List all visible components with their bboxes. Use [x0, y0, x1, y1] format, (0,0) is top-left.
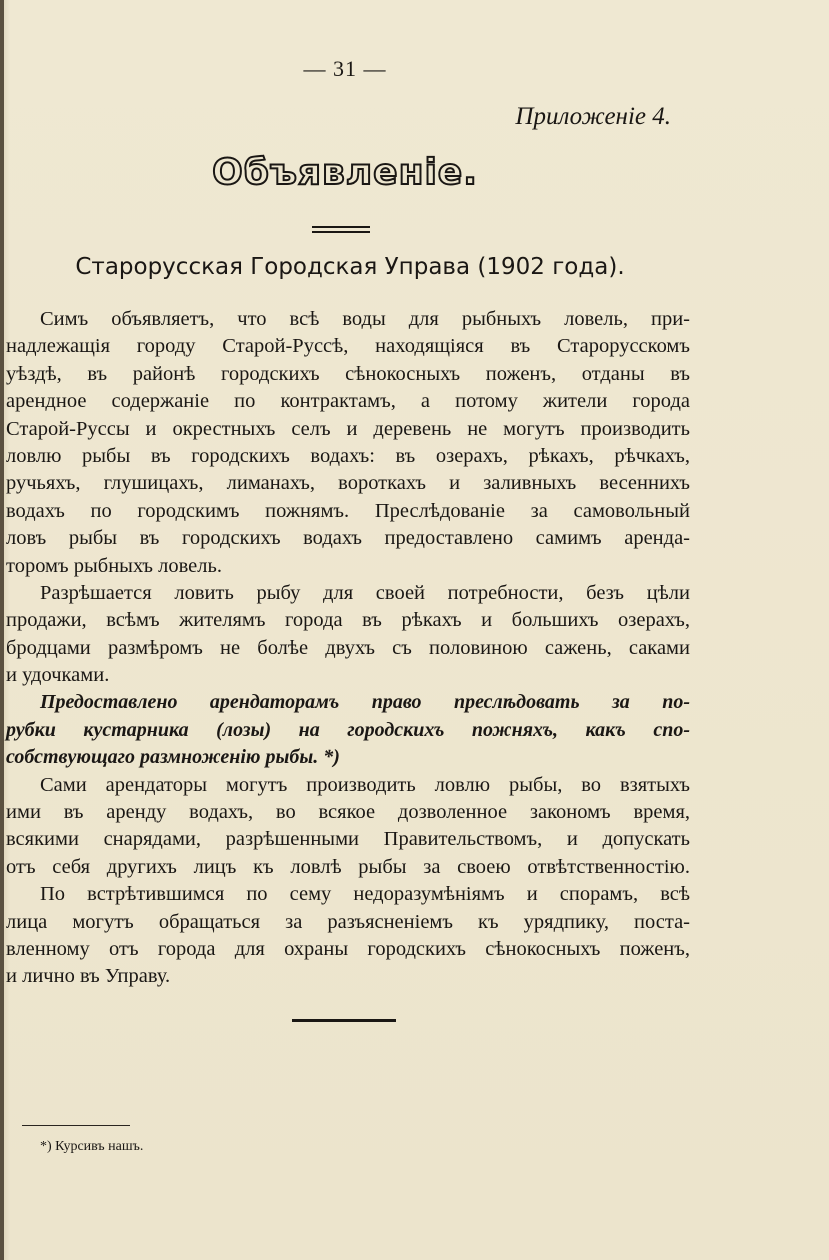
body-line: водахъ по городскимъ пожнямъ. Преслѣдованіе за самовольный	[6, 499, 690, 522]
heading-rule-top-line	[312, 226, 370, 228]
body-line: ручьяхъ, глушицахъ, лиманахъ, вороткахъ и заливныхъ весеннихъ	[6, 472, 690, 495]
body-line-italic: рубки кустарника (лозы) на городскихъ пожняхъ, какъ спо-	[6, 718, 690, 741]
body-line: арендное содержаніе по контрактамъ, а потому жители города	[6, 390, 690, 413]
body-line: уѣздѣ, въ районѣ городскихъ сѣнокосныхъ поженъ, отданы въ	[6, 362, 690, 385]
body-line: По встрѣтившимся по сему недоразумѣніямъ и спорамъ, всѣ	[40, 883, 690, 906]
issuer-subtitle: Старорусская Городская Управа (1902 года).	[75, 254, 625, 280]
footnote-rule	[22, 1125, 130, 1126]
body-line: ловлю рыбы въ городскихъ водахъ: въ озерахъ, рѣкахъ, рѣчкахъ,	[6, 444, 690, 467]
announcement-body	[6, 306, 690, 991]
body-line: Разрѣшается ловить рыбу для своей потребности, безъ цѣли	[40, 581, 690, 604]
appendix-label: Приложеніе 4.	[515, 103, 671, 130]
body-line: и лично въ Управу.	[6, 965, 171, 988]
body-line-italic: Предоставлено арендаторамъ право преслѣдовать за по-	[40, 691, 690, 714]
body-line: и удочками.	[6, 664, 110, 687]
body-line-italic: собствующаго размноженію рыбы. *)	[6, 746, 340, 769]
body-line: лица могутъ обращаться за разъясненіемъ къ урядпику, поста-	[6, 910, 690, 933]
footnote: *) Курсивъ нашъ.	[40, 1139, 144, 1154]
body-line: ловъ рыбы въ городскихъ водахъ предоставлено самимъ аренда-	[6, 527, 690, 550]
body-line: надлежащія городу Старой-Руссѣ, находящіяся въ Старорусскомъ	[6, 335, 690, 358]
section-end-rule	[292, 1019, 396, 1022]
body-line: ими въ аренду водахъ, во всякое дозволенное закономъ время,	[6, 801, 690, 824]
body-line: торомъ рыбныхъ ловель.	[6, 554, 222, 577]
body-line: всякими снарядами, разрѣшенными Правительствомъ, и допускать	[6, 828, 690, 851]
announcement-heading: Объявленіе.	[212, 152, 478, 193]
body-line: Симъ объявляетъ, что всѣ воды для рыбныхъ ловель, при-	[40, 308, 690, 330]
body-line: вленному отъ города для охраны городскихъ сѣнокосныхъ поженъ,	[6, 937, 690, 960]
body-line: отъ себя другихъ лицъ къ ловлѣ рыбы за своею отвѣтственностію.	[6, 855, 690, 878]
body-line: продажи, всѣмъ жителямъ города въ рѣкахъ и большихъ озерахъ,	[6, 609, 690, 632]
heading-rule-bottom-line	[312, 231, 370, 233]
body-line: бродцами размѣромъ не болѣе двухъ съ половиною сажень, саками	[6, 636, 690, 659]
heading-double-rule	[312, 226, 370, 234]
page-number: — 31 —	[303, 56, 387, 81]
body-line: Сами арендаторы могутъ производить ловлю рыбы, во взятыхъ	[40, 773, 690, 796]
body-line: Старой-Руссы и окрестныхъ селъ и деревень не могутъ производить	[6, 417, 690, 440]
